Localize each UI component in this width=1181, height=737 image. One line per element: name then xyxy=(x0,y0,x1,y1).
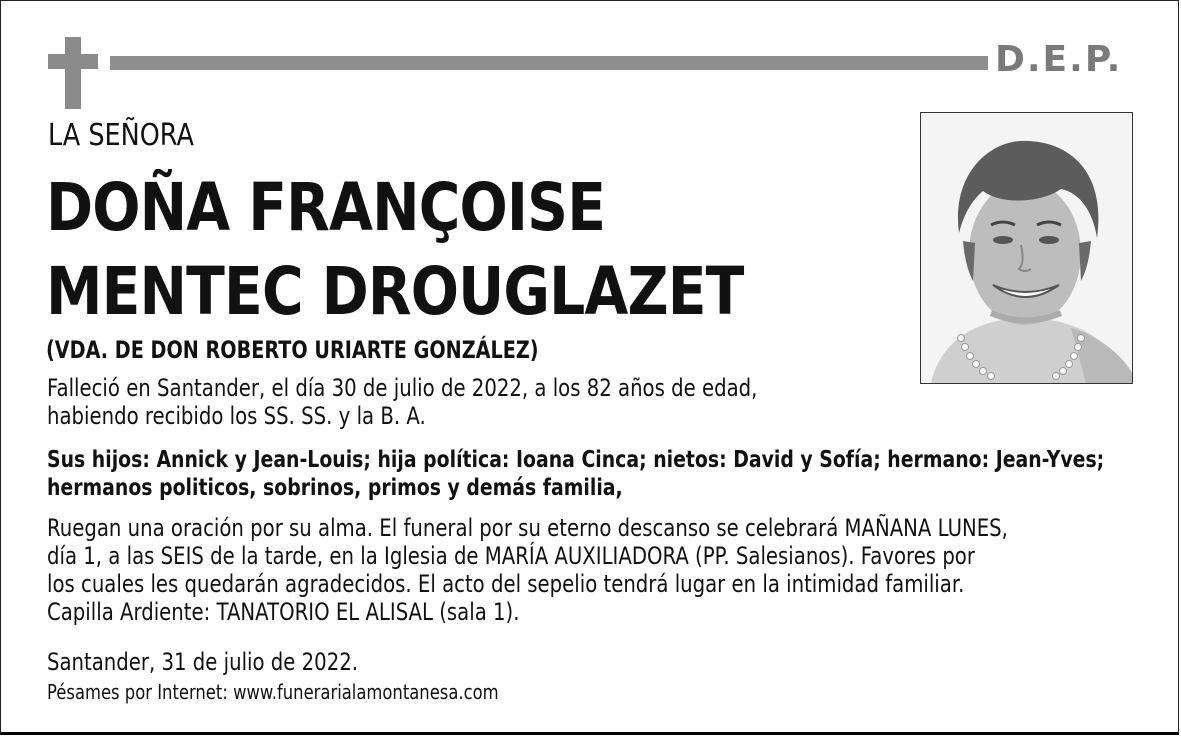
death-paragraph xyxy=(47,374,757,430)
cross-icon xyxy=(48,37,98,109)
family-line-1: Sus hijos: Annick y Jean-Louis; hija política: Ioana Cinca; nietos: David y Sofía; hermano: Jean-Yves; xyxy=(47,447,1105,473)
funeral-paragraph xyxy=(47,514,1008,626)
widow-note: (VDA. DE DON ROBERTO URIARTE GONZÁLEZ) xyxy=(46,336,539,364)
name-line-2: MENTEC DROUGLAZET xyxy=(46,253,744,330)
funeral-line-1: Ruegan una oración por su alma. El funeral por su eterno descanso se celebrará MAÑANA LUNES, xyxy=(47,514,1008,542)
condolences-web-line: Pésames por Internet: www.funerarialamontanesa.com xyxy=(47,680,499,704)
family-paragraph xyxy=(47,446,1104,502)
name-line-1: DOÑA FRANÇOISE xyxy=(46,169,606,246)
dep-seal: D.E.P. xyxy=(995,39,1123,80)
death-line-1: Falleció en Santander, el día 30 de julio de 2022, a los 82 años de edad, xyxy=(47,374,758,402)
date-line: Santander, 31 de julio de 2022. xyxy=(47,648,358,676)
portrait-photo xyxy=(920,112,1133,384)
funeral-line-2: día 1, a las SEIS de la tarde, en la Iglesia de MARÍA AUXILIADORA (PP. Salesianos). Favores por xyxy=(47,542,975,570)
header-rule xyxy=(110,56,988,70)
funeral-line-4: Capilla Ardiente: TANATORIO EL ALISAL (sala 1). xyxy=(47,598,520,626)
family-line-2: hermanos politicos, sobrinos, primos y demás familia, xyxy=(47,475,623,501)
funeral-line-3: los cuales les quedarán agradecidos. El acto del sepelio tendrá lugar en la intimidad familiar. xyxy=(47,570,965,598)
portrait-image xyxy=(921,113,1132,383)
honorific-label: LA SEÑORA xyxy=(48,118,194,153)
death-line-2: habiendo recibido los SS. SS. y la B. A. xyxy=(47,402,426,430)
deceased-name xyxy=(46,166,744,334)
